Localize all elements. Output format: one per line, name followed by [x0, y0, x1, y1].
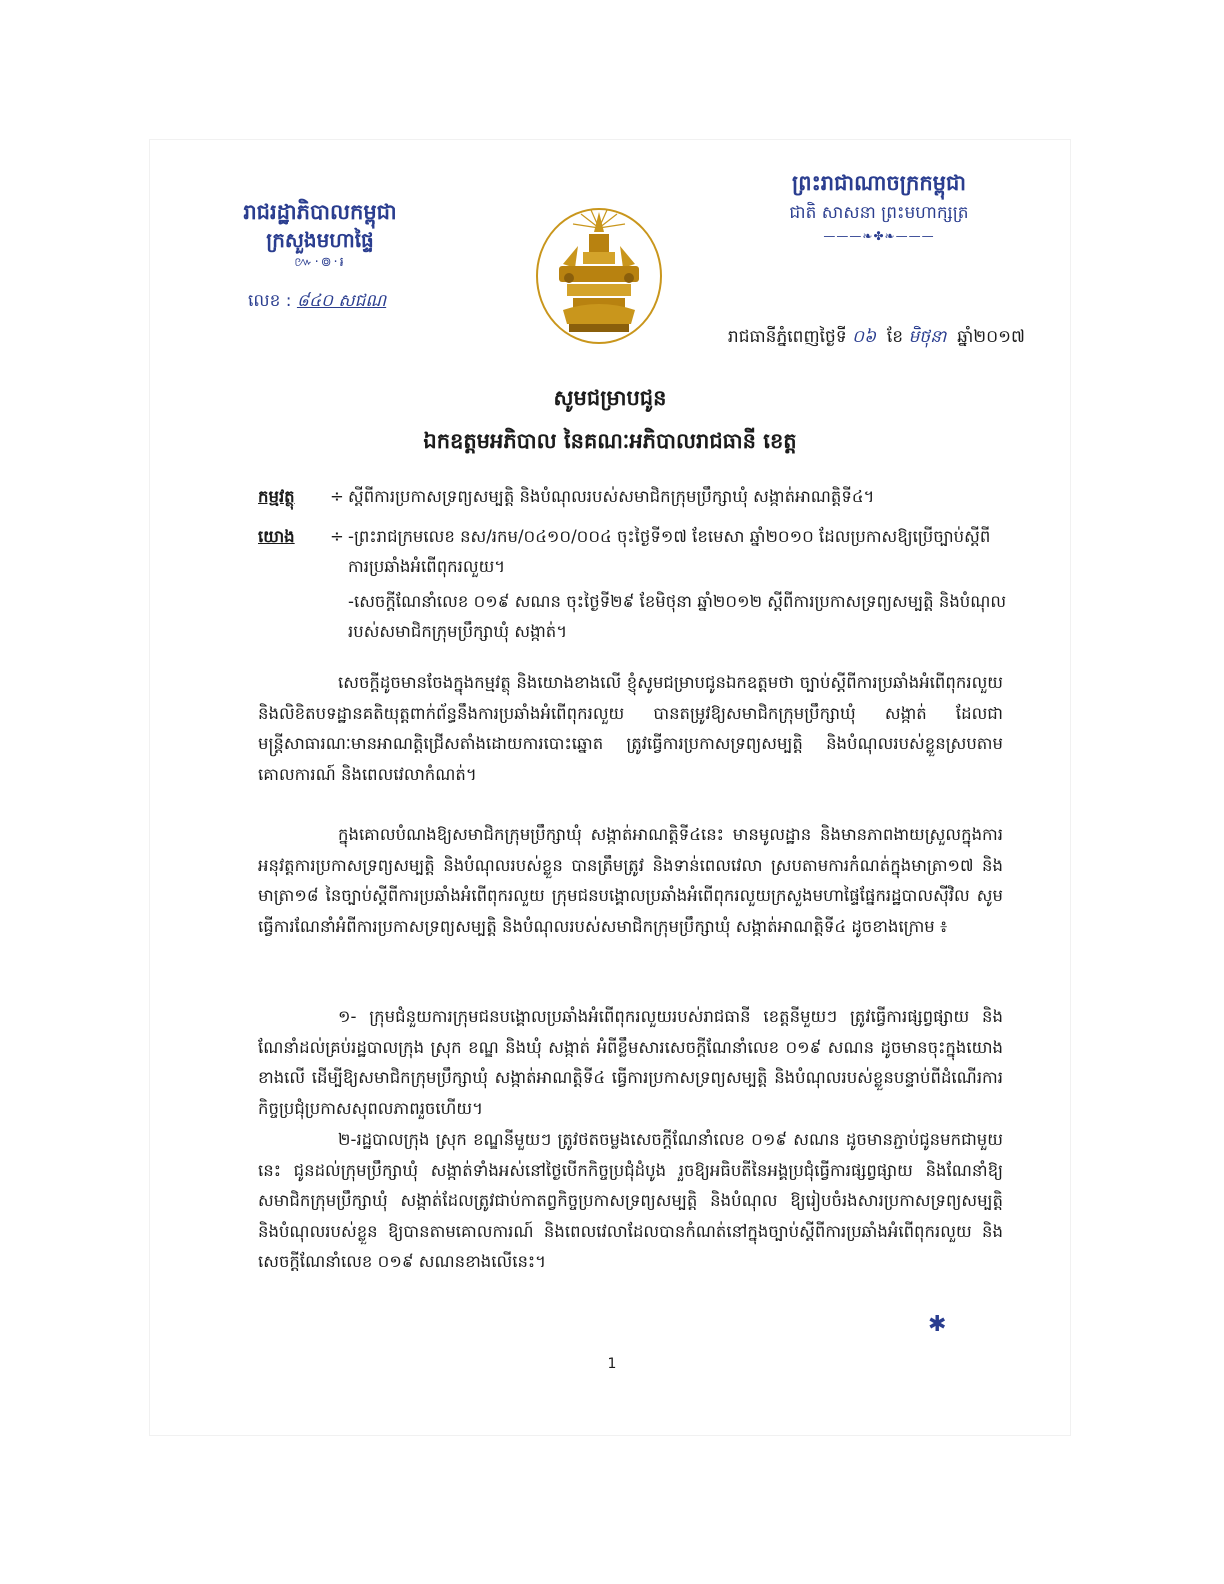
- body-paragraph-4: [258, 1125, 1003, 1278]
- salutation-title: សូមជម្រាបជូន: [553, 386, 667, 410]
- kingdom-name: ព្រះរាជាណាចក្រកម្ពុជា: [791, 171, 966, 195]
- body-paragraph-2: [258, 820, 1003, 942]
- body-paragraph-1: [258, 668, 1003, 790]
- kingdom-header: [745, 168, 1013, 244]
- header-ornament: ៚·៙·៛: [294, 255, 346, 270]
- date-year: ឆ្នាំ២០១៧: [957, 327, 1025, 347]
- reference-item-2: -សេចក្តីណែនាំលេខ ០១៩ សណន ចុះថ្ងៃទី២៩ ខែមិថុនា ឆ្នាំ២០១២ ស្តីពីការប្រកាសទ្រព្យសម្បត្តិ និងបំណុលរបស់សមាជិកក្រុមប្រឹក្សាឃុំ សង្កាត់។: [348, 592, 1007, 641]
- body-paragraph-3: [258, 1002, 1003, 1124]
- reference-number-label: លេខ :: [248, 291, 292, 311]
- ministry-header: [205, 198, 435, 272]
- paragraph-4-text: ២-រដ្ឋបាលក្រុង ស្រុក ខណ្ឌនីមួយៗ ត្រូវថតចម្លងសេចក្តីណែនាំលេខ ០១៩ សណន ដូចមានភ្ជាប់ជូនមកជាមួយនេះ ជូនដល់ក្រុមប្រឹក្សាឃុំ សង្កាត់ទាំងអស់នៅថ្ងៃបើកកិច្ចប្រជុំដំបូង រួចឱ្យអធិបតីនៃអង្គប្រជុំធ្វើការផ្សព្វផ្សាយ និងណែនាំឱ្យសមាជិកក្រុមប្រឹក្សាឃុំ សង្កាត់ដែលត្រូវជាប់កាតព្វកិច្ចប្រកាសទ្រព្យសម្បត្តិ និងបំណុល ឱ្យរៀបចំរងសារប្រកាសទ្រព្យសម្បត្តិ និងបំណុលរបស់ខ្លួន ឱ្យបានតាមគោលការណ៍ និងពេលវេលាដែលបានកំណត់នៅក្នុងច្បាប់ស្តីពីការប្រឆាំងអំពើពុករលួយ និងសេចក្តីណែនាំលេខ ០១៩ សណនខាងលើនេះ។: [258, 1130, 1003, 1271]
- paragraph-2-text: ក្នុងគោលបំណងឱ្យសមាជិកក្រុមប្រឹក្សាឃុំ សង្កាត់អាណត្តិទី៤នេះ មានមូលដ្ឋាន និងមានភាពងាយស្រួលក្នុងការអនុវត្តការប្រកាសទ្រព្យសម្បត្តិ និងបំណុលរបស់ខ្លួន បានត្រឹមត្រូវ និងទាន់ពេលវេលា ស្របតាមការកំណត់ក្នុងមាត្រា១៧ និងមាត្រា១៨ នៃច្បាប់ស្តីពីការប្រឆាំងអំពើពុករលួយ ក្រុមជនបង្គោលប្រឆាំងអំពើពុករលួយក្រសួងមហាផ្ទៃផ្នែករដ្ឋបាលស៊ីវិល សូមធ្វើការណែនាំអំពីការប្រកាសទ្រព្យសម្បត្តិ និងបំណុលរបស់សមាជិកក្រុមប្រឹក្សាឃុំ សង្កាត់អាណត្តិទី៤ ដូចខាងក្រោម ៖: [258, 825, 1003, 936]
- reference-number: [248, 290, 386, 315]
- date-month-label: ខែ: [886, 327, 904, 347]
- date-prefix: រាជធានីភ្នំពេញថ្ងៃទី: [727, 327, 847, 347]
- royal-emblem-icon: [533, 206, 665, 346]
- page-number: 1: [607, 1356, 617, 1372]
- recipient-title: ឯកឧត្តមអភិបាល នៃគណៈអភិបាលរាជធានី ខេត្ត: [423, 429, 797, 453]
- initial-mark-icon: ✱: [928, 1312, 947, 1337]
- date-month: មិថុនា: [908, 327, 947, 347]
- reference-label: យោង: [258, 527, 295, 546]
- national-motto: ជាតិ សាសនា ព្រះមហាក្សត្រ: [789, 203, 969, 223]
- date-day: ០៦: [852, 327, 877, 347]
- motto-ornament: ———❧✤❧———: [823, 229, 935, 243]
- reference-item-1: -ព្រះរាជក្រមលេខ នស/រកម/០៤១០/០០៤ ចុះថ្ងៃទី១៧ ខែមេសា ឆ្នាំ២០១០ ដែលប្រកាសឱ្យប្រើច្បាប់ស្តីពីការប្រឆាំងអំពើពុករលួយ។: [348, 527, 991, 576]
- reference-separator: ÷: [330, 527, 344, 546]
- ministry-name: ក្រសួងមហាផ្ទៃ: [266, 228, 374, 252]
- government-name: រាជរដ្ឋាភិបាលកម្ពុជា: [243, 200, 397, 224]
- paragraph-3-text: ១- ក្រុមជំនួយការក្រុមជនបង្គោលប្រឆាំងអំពើពុករលួយរបស់រាជធានី ខេត្តនីមួយៗ ត្រូវធ្វើការផ្សព្វផ្សាយ និងណែនាំដល់គ្រប់រដ្ឋបាលក្រុង ស្រុក ខណ្ឌ និងឃុំ សង្កាត់ អំពីខ្លឹមសារសេចក្តីណែនាំលេខ ០១៩ សណន ដូចមានចុះក្នុងយោងខាងលើ ដើម្បីឱ្យសមាជិកក្រុមប្រឹក្សាឃុំ សង្កាត់អាណត្តិទី៤ ធ្វើការប្រកាសទ្រព្យសម្បត្តិ និងបំណុលរបស់ខ្លួនបន្ទាប់ពីដំណើរការកិច្ចប្រជុំប្រកាសសុពលភាពរួចហើយ។: [258, 1007, 1003, 1118]
- subject-text: ស្តីពីការប្រកាសទ្រព្យសម្បត្តិ និងបំណុលរបស់សមាជិកក្រុមប្រឹក្សាឃុំ សង្កាត់អាណត្តិទី៤។: [348, 487, 875, 506]
- subject-label: កម្មវត្ថុ: [258, 487, 295, 506]
- paragraph-1-text: សេចក្តីដូចមានចែងក្នុងកម្មវត្ថុ និងយោងខាងលើ ខ្ញុំសូមជម្រាបជូនឯកឧត្តមថា ច្បាប់ស្តីពីការប្រឆាំងអំពើពុករលួយ និងលិខិតបទដ្ឋានគតិយុត្តពាក់ព័ន្ធនឹងការប្រឆាំងអំពើពុករលួយ បានតម្រូវឱ្យសមាជិកក្រុមប្រឹក្សាឃុំ សង្កាត់ ដែលជាមន្ត្រីសាធារណៈមានអាណត្តិជ្រើសតាំងដោយការបោះឆ្នោត ត្រូវធ្វើការប្រកាសទ្រព្យសម្បត្តិ និងបំណុលរបស់ខ្លួនស្របតាមគោលការណ៍ និងពេលវេលាកំណត់។: [258, 673, 1003, 784]
- date-line: [680, 326, 1025, 351]
- reference-number-value: ៨៤០ សជណ: [296, 291, 387, 311]
- subject-separator: ÷: [330, 487, 344, 506]
